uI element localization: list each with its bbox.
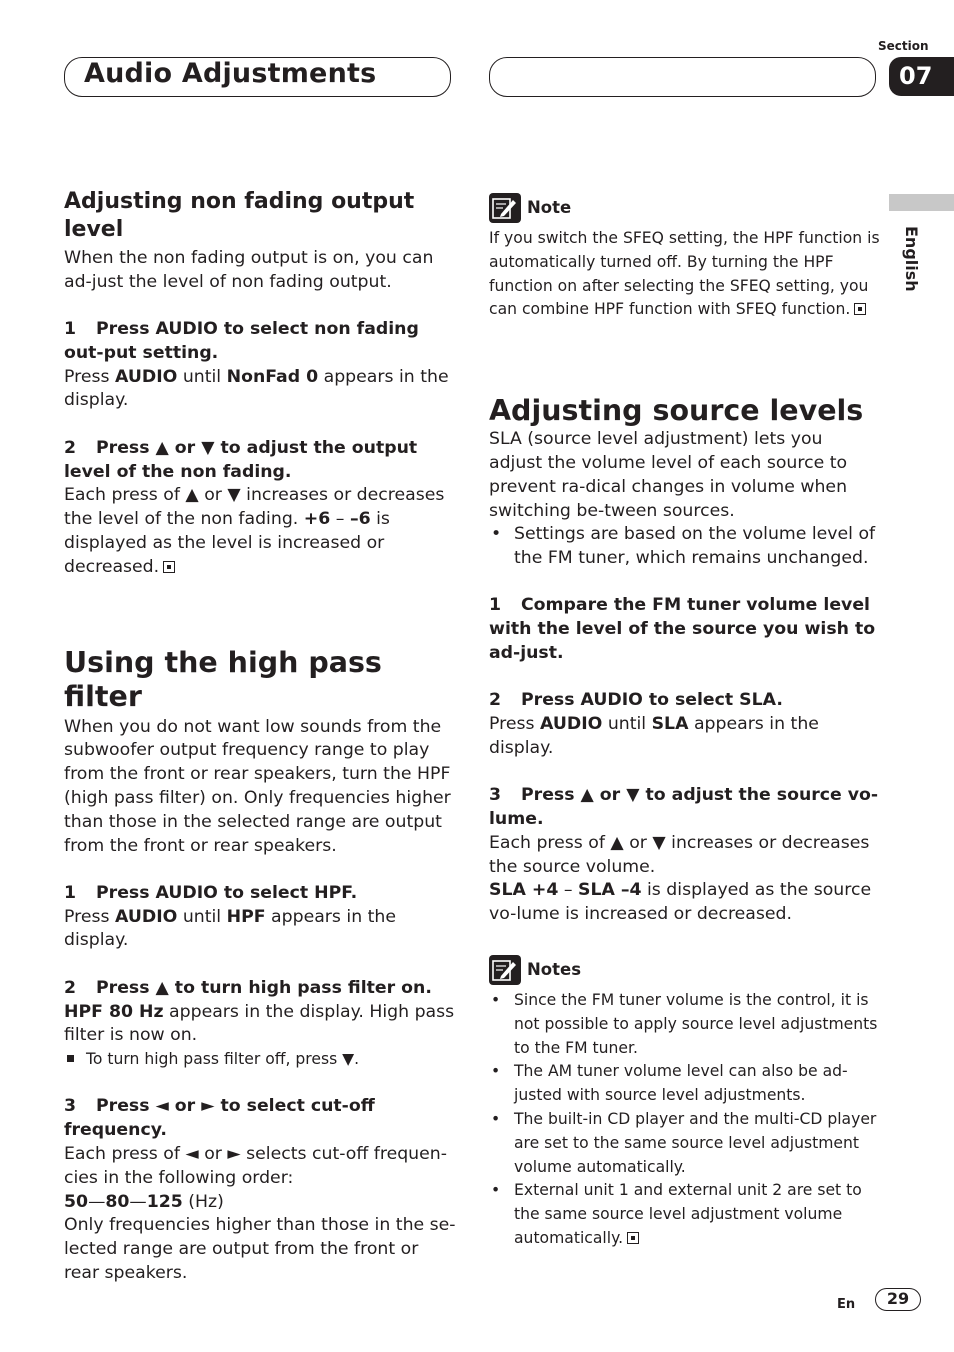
hpf-step2: 2 Press ▲ to turn high pass filter on. (64, 977, 432, 998)
hpf-step2-body: HPF 80 Hz appears in the display. High pass filter is now on. (64, 1001, 455, 1046)
sla-step3: 3 Press ▲ or ▼ to adjust the source vo-lume. (489, 785, 879, 830)
nonfading-step1: 1 Press AUDIO to select non fading out-put setting. (64, 319, 419, 363)
hpf-step3-body: Each press of ◄ or ► selects cut-off frequen-cies in the following order: (64, 1144, 447, 1188)
sla-heading: Adjusting source levels (489, 394, 864, 428)
list-item: • Settings are based on the volume level of the FM tuner, which remains unchanged. (489, 523, 881, 571)
hpf-step2-bullet: To turn high pass filter off, press ▼. (64, 1048, 456, 1072)
sla-step2: 2 Press AUDIO to select SLA. (489, 690, 783, 711)
language-tab-marker (889, 194, 954, 211)
sla-step1: 1 Compare the FM tuner volume level with the level of the source you wish to ad-just. (489, 595, 876, 664)
language-tab: English (902, 226, 921, 292)
hpf-frequency-order: 50—80—125 (Hz) (64, 1191, 224, 1212)
hpf-step3: 3 Press ◄ or ► to select cut-off frequency. (64, 1096, 375, 1141)
list-item: • External unit 1 and external unit 2 are set to the same source level adjustment volume automatically. (489, 1179, 881, 1250)
section-number: 07 (889, 57, 954, 96)
nonfading-intro: When the non fading output is on, you can ad-just the level of non fading output. (64, 248, 434, 292)
note-header: Note (489, 193, 881, 223)
nonfading-step1-body: Press AUDIO until NonFad 0 appears in the display. (64, 366, 449, 411)
end-mark-icon (854, 303, 866, 315)
list-item: • The AM tuner volume level can also be ad-justed with source level adjustments. (489, 1060, 881, 1108)
hpf-step3-tail: Only frequencies higher than those in the se-lected range are output from the front or rear speakers. (64, 1215, 456, 1283)
square-bullet-icon (67, 1055, 74, 1062)
section-label: Section (878, 39, 929, 53)
header-blank-frame (489, 57, 876, 97)
header-title: Audio Adjustments (84, 58, 377, 89)
sla-step3-range: SLA +4 – SLA –4 is displayed as the source vo-lume is increased or decreased. (489, 880, 872, 925)
list-item: • The built-in CD player and the multi-CD player are set to the same source level adjustment volume automatically. (489, 1108, 881, 1179)
sla-bullet-list (489, 523, 881, 571)
pencil-note-icon (489, 193, 521, 223)
footer-language: En (837, 1297, 856, 1312)
hpf-heading: Using the high pass filter (64, 645, 382, 713)
list-item: • Since the FM tuner volume is the control, it is not possible to apply source level adjustments to the FM tuner. (489, 989, 881, 1060)
notes-list (489, 989, 881, 1251)
notes-header: Notes (489, 955, 881, 985)
end-mark-icon (627, 1232, 639, 1244)
left-column (64, 188, 456, 1286)
sla-step3-body: Each press of ▲ or ▼ increases or decreases the source volume. (489, 832, 870, 877)
hpf-step1-body: Press AUDIO until HPF appears in the display. (64, 906, 397, 951)
sla-intro: SLA (source level adjustment) lets you adjust the volume level of each source to prevent ra-dical changes in volume when switching be-tween sources. (489, 429, 848, 521)
end-mark-icon (163, 561, 175, 573)
pencil-note-icon (489, 955, 521, 985)
hpf-intro: When you do not want low sounds from the subwoofer output frequency range to play from the front or rear speakers, turn the HPF (high pass filter) on. Only frequencies higher than those in the selected range are output from the front or rear speakers. (64, 716, 451, 856)
nonfading-step2: 2 Press ▲ or ▼ to adjust the output level of the non fading. (64, 437, 418, 482)
page-number: 29 (875, 1288, 921, 1311)
nonfading-step2-body: Each press of ▲ or ▼ increases or decreases the level of the non fading. +6 – –6 is displayed as the level is increased or decreased. (64, 485, 445, 577)
note-text: If you switch the SFEQ setting, the HPF function is automatically turned off. By turning the HPF function on after selecting the SFEQ setting, you can combine HPF function with SFEQ function. (489, 229, 880, 319)
right-column (489, 193, 881, 1251)
hpf-step1: 1 Press AUDIO to select HPF. (64, 882, 358, 903)
sla-step2-body: Press AUDIO until SLA appears in the display. (489, 714, 819, 758)
nonfading-heading: Adjusting non fading output level (64, 189, 415, 242)
